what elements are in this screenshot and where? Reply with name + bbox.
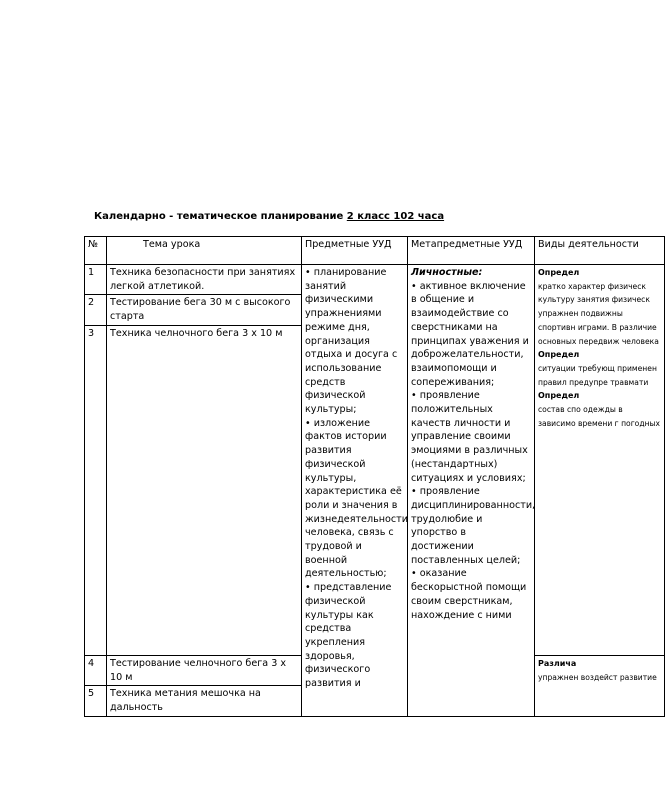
- meta-item: • активное включение в общение и взаимодействие со сверстниками на принципах уважения и доброжелательности, взаимопомощи и сопереживания;: [411, 280, 529, 388]
- activity-text: ситуации требующ применен правил предупре травмати: [538, 363, 657, 387]
- activity-heading: Определ: [538, 391, 580, 401]
- activity-text: состав спо одежды в зависимо времени г погодных: [538, 405, 661, 428]
- table-header-row: [85, 237, 665, 265]
- activity-heading: Определ: [538, 268, 580, 277]
- title-grade-hours: 2 класс 102 часа: [346, 211, 445, 222]
- header-activities: Виды деятельности: [535, 237, 665, 265]
- activity-heading: Различа: [538, 658, 577, 668]
- header-num: №: [85, 237, 107, 265]
- activity-text: упражнен воздейст развитие: [538, 672, 657, 682]
- header-subject: Предметные УУД: [302, 237, 408, 265]
- title-main: Календарно - тематическое планирование: [94, 211, 347, 222]
- meta-heading: Личностные:: [411, 267, 483, 278]
- header-meta: Метапредметные УУД: [408, 237, 535, 265]
- table-row: [85, 265, 665, 295]
- row-theme: Техника безопасности при занятиях легкой атлетикой.: [107, 265, 302, 295]
- row-theme: Техника челночного бега 3 х 10 м: [107, 325, 302, 655]
- subject-item: • представление физической культуры как средства укрепления здоровья, физического развития и: [305, 582, 392, 690]
- subject-uud-cell: [302, 265, 408, 717]
- page-title: [94, 211, 444, 222]
- row-num: 1: [85, 265, 107, 295]
- row-num: 3: [85, 325, 107, 655]
- meta-item: • проявление положительных качеств личности и управление своими эмоциями в различных (нестандартных) ситуациях и условиях;: [411, 390, 528, 484]
- row-num: 5: [85, 686, 107, 716]
- row-num: 4: [85, 655, 107, 685]
- planning-table: [84, 236, 665, 717]
- subject-item: • планирование занятий физическими упражнениями режиме дня, организация отдыха и досуга с использование средств физической культуры;: [305, 267, 398, 416]
- planning-table-frame: [84, 236, 661, 713]
- row-theme: Тестирование челночного бега 3 х 10 м: [107, 655, 302, 685]
- row-num: 2: [85, 295, 107, 325]
- activity-text: кратко характер физическ культуру занятия физическ упражнен подвижны спортивн играми. В различие основных передвиж человека: [538, 281, 659, 346]
- meta-uud-cell: [408, 265, 535, 717]
- header-theme: Тема урока: [107, 237, 302, 265]
- activity-heading: Определ: [538, 350, 580, 360]
- subject-item: • изложение фактов истории развития физической культуры, характеристика её роли и значения в жизнедеятельности человека, связь с трудовой и военной деятельностью;: [305, 417, 408, 580]
- row-theme: Техника метания мешочка на дальность: [107, 686, 302, 716]
- meta-item: • проявление дисциплинированности, трудолюбие и упорство в достижении поставленных целей;: [411, 486, 536, 566]
- activities-cell-lower: [535, 655, 665, 716]
- row-theme: Тестирование бега 30 м с высокого старта: [107, 295, 302, 325]
- activities-cell-upper: [535, 265, 665, 656]
- meta-item: • оказание бескорыстной помощи своим сверстникам, нахождение с ними: [411, 568, 527, 621]
